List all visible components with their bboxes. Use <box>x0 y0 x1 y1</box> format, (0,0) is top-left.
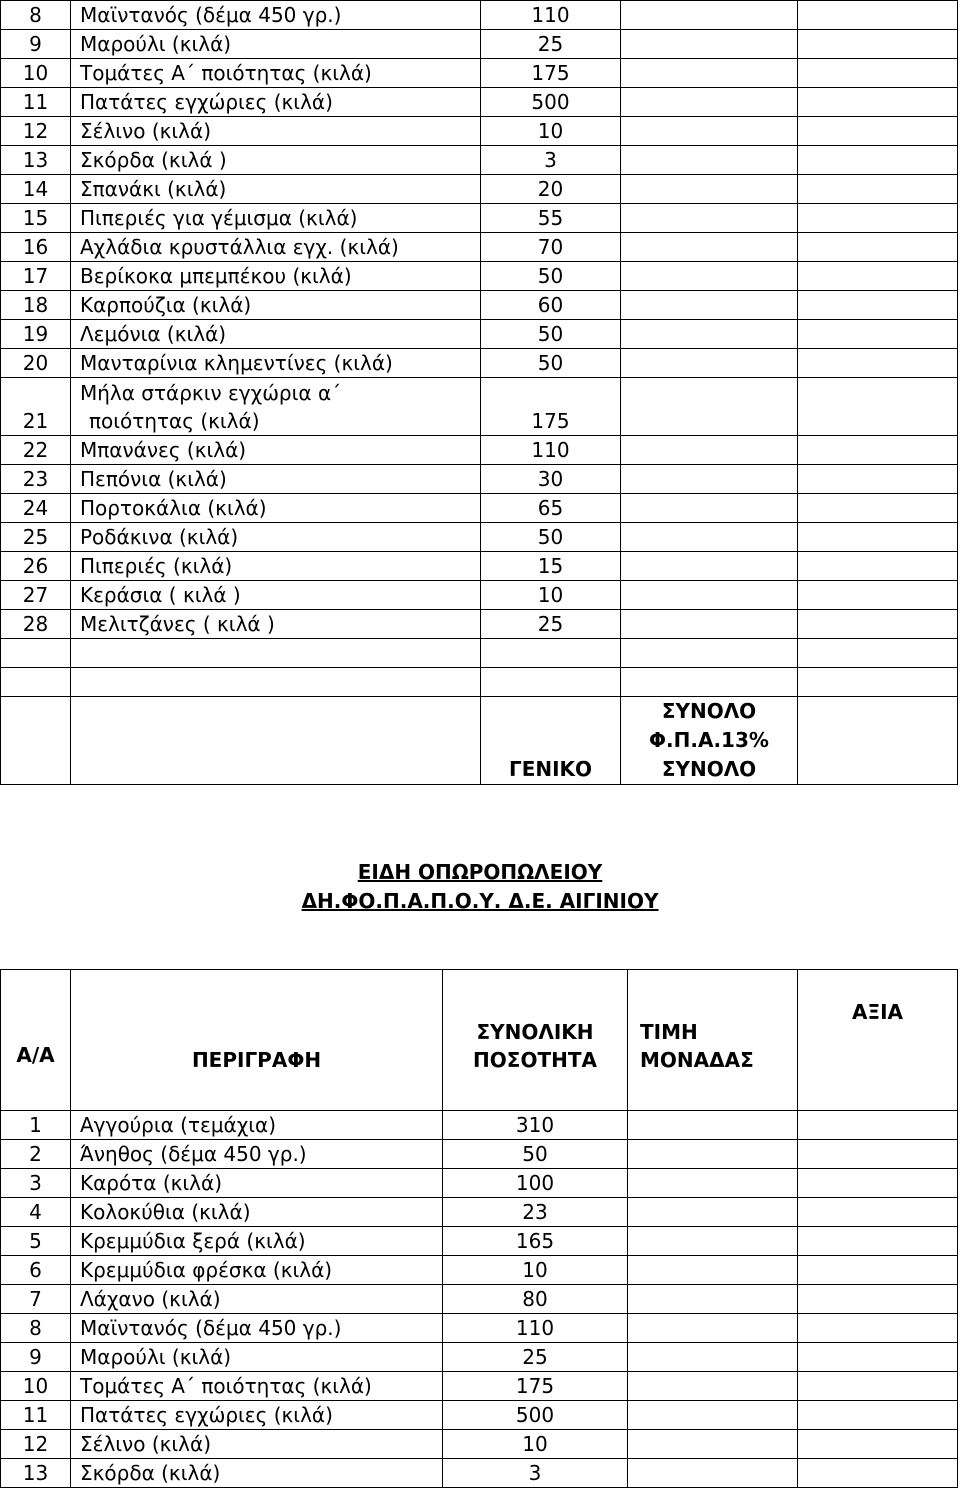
row-number: 12 <box>1 117 71 146</box>
row-number: 17 <box>1 262 71 291</box>
row-number: 13 <box>1 1459 71 1488</box>
table-row <box>1 349 958 378</box>
row-unit-price <box>621 59 798 88</box>
table-row <box>1 378 958 436</box>
row-number: 21 <box>1 378 71 436</box>
row-description-line2: ποιότητας (κιλά) <box>89 409 260 433</box>
header-quantity <box>443 970 628 1111</box>
row-quantity: 25 <box>443 1343 628 1372</box>
row-number: 20 <box>1 349 71 378</box>
row-value <box>798 30 958 59</box>
row-number: 11 <box>1 88 71 117</box>
row-quantity: 110 <box>443 1314 628 1343</box>
row-quantity: 50 <box>481 262 621 291</box>
row-value <box>798 1227 958 1256</box>
row-unit-price <box>621 494 798 523</box>
row-description: Μαρούλι (κιλά) <box>71 30 481 59</box>
table-row <box>1 581 958 610</box>
row-unit-price <box>621 175 798 204</box>
section-title-line1: ΕΙΔΗ ΟΠΩΡΟΠΩΛΕΙΟΥ <box>357 860 603 884</box>
sum-label: ΣΥΝΟΛΟ <box>661 699 757 723</box>
row-number: 10 <box>1 59 71 88</box>
table-row <box>1 1140 958 1169</box>
general-total-label: ΓΕΝΙΚΟ <box>508 757 593 781</box>
row-description: Αχλάδια κρυστάλλια εγχ. (κιλά) <box>71 233 481 262</box>
row-quantity: 175 <box>481 59 621 88</box>
header-description: ΠΕΡΙΓΡΑΦΗ <box>71 970 443 1111</box>
row-unit-price <box>628 1459 798 1488</box>
row-description: Λεμόνια (κιλά) <box>71 320 481 349</box>
row-quantity: 30 <box>481 465 621 494</box>
row-value <box>798 581 958 610</box>
row-value <box>798 291 958 320</box>
table-row <box>1 1372 958 1401</box>
table-row <box>1 1459 958 1488</box>
table-row <box>1 88 958 117</box>
table-row <box>1 1111 958 1140</box>
row-value <box>798 233 958 262</box>
row-description: Μαρούλι (κιλά) <box>71 1343 443 1372</box>
row-quantity: 50 <box>481 349 621 378</box>
table-row <box>1 175 958 204</box>
row-number: 1 <box>1 1111 71 1140</box>
table-row <box>1 1169 958 1198</box>
row-description: Μπανάνες (κιλά) <box>71 436 481 465</box>
row-value <box>798 1285 958 1314</box>
row-number: 11 <box>1 1401 71 1430</box>
row-value <box>798 465 958 494</box>
row-quantity: 80 <box>443 1285 628 1314</box>
row-value <box>798 378 958 436</box>
header-quantity-line2: ΠΟΣΟΤΗΤΑ <box>473 1048 597 1072</box>
row-quantity: 10 <box>481 581 621 610</box>
row-number: 15 <box>1 204 71 233</box>
row-number: 8 <box>1 1 71 30</box>
row-value <box>798 523 958 552</box>
row-value <box>798 1140 958 1169</box>
row-quantity: 175 <box>481 378 621 436</box>
row-description: Πιπεριές (κιλά) <box>71 552 481 581</box>
row-unit-price <box>628 1111 798 1140</box>
row-value <box>798 1169 958 1198</box>
row-quantity: 20 <box>481 175 621 204</box>
row-number: 24 <box>1 494 71 523</box>
row-value <box>798 146 958 175</box>
row-unit-price <box>628 1372 798 1401</box>
row-number: 26 <box>1 552 71 581</box>
header-num: Α/Α <box>1 970 71 1111</box>
row-unit-price <box>621 349 798 378</box>
row-unit-price <box>621 30 798 59</box>
table-row <box>1 552 958 581</box>
row-unit-price <box>628 1256 798 1285</box>
row-quantity: 500 <box>443 1401 628 1430</box>
row-number: 28 <box>1 610 71 639</box>
row-number: 9 <box>1 1343 71 1372</box>
row-description: Μελιτζάνες ( κιλά ) <box>71 610 481 639</box>
row-value <box>798 494 958 523</box>
row-value <box>798 1111 958 1140</box>
row-unit-price <box>621 291 798 320</box>
table-row <box>1 494 958 523</box>
row-number: 19 <box>1 320 71 349</box>
table-row <box>1 1430 958 1459</box>
row-quantity: 310 <box>443 1111 628 1140</box>
row-quantity: 110 <box>481 1 621 30</box>
row-description: Κρεμμύδια ξερά (κιλά) <box>71 1227 443 1256</box>
table-row <box>1 233 958 262</box>
table-row <box>1 30 958 59</box>
row-quantity: 3 <box>443 1459 628 1488</box>
row-unit-price <box>621 436 798 465</box>
row-quantity: 500 <box>481 88 621 117</box>
row-description: Καρότα (κιλά) <box>71 1169 443 1198</box>
row-unit-price <box>621 320 798 349</box>
row-quantity: 100 <box>443 1169 628 1198</box>
row-value <box>798 610 958 639</box>
row-description: Μαϊντανός (δέμα 450 γρ.) <box>71 1314 443 1343</box>
grand-total-label: ΣΥΝΟΛΟ <box>661 757 757 781</box>
row-number: 8 <box>1 1314 71 1343</box>
row-unit-price <box>628 1430 798 1459</box>
row-description: Λάχανο (κιλά) <box>71 1285 443 1314</box>
table-row <box>1 1401 958 1430</box>
row-number: 2 <box>1 1140 71 1169</box>
table-row <box>1 117 958 146</box>
row-description: Κολοκύθια (κιλά) <box>71 1198 443 1227</box>
row-unit-price <box>621 262 798 291</box>
row-value <box>798 117 958 146</box>
row-unit-price <box>628 1169 798 1198</box>
row-unit-price <box>628 1198 798 1227</box>
row-number: 3 <box>1 1169 71 1198</box>
row-quantity: 60 <box>481 291 621 320</box>
table-row <box>1 320 958 349</box>
row-description: Τομάτες Α΄ ποιότητας (κιλά) <box>71 59 481 88</box>
row-quantity: 15 <box>481 552 621 581</box>
row-unit-price <box>621 233 798 262</box>
header-unit-price-line1: ΤΙΜΗ <box>640 1020 698 1044</box>
row-description: Μαϊντανός (δέμα 450 γρ.) <box>71 1 481 30</box>
row-description: Πατάτες εγχώριες (κιλά) <box>71 1401 443 1430</box>
row-description <box>71 378 481 436</box>
row-description: Σκόρδα (κιλά ) <box>71 146 481 175</box>
row-value <box>798 320 958 349</box>
table-row <box>1 610 958 639</box>
table-row <box>1 291 958 320</box>
row-unit-price <box>628 1227 798 1256</box>
row-number: 23 <box>1 465 71 494</box>
row-quantity: 10 <box>443 1256 628 1285</box>
section-title-line2: ΔΗ.ΦΟ.Π.Α.Π.Ο.Υ. Δ.Ε. ΑΙΓΙΝΙΟΥ <box>301 889 659 913</box>
row-quantity: 55 <box>481 204 621 233</box>
row-unit-price <box>628 1314 798 1343</box>
row-value <box>798 1459 958 1488</box>
row-quantity: 70 <box>481 233 621 262</box>
row-value <box>798 59 958 88</box>
row-number: 27 <box>1 581 71 610</box>
table-row <box>1 1 958 30</box>
row-number: 25 <box>1 523 71 552</box>
row-quantity: 25 <box>481 610 621 639</box>
row-unit-price <box>621 146 798 175</box>
row-number: 18 <box>1 291 71 320</box>
row-description: Κεράσια ( κιλά ) <box>71 581 481 610</box>
row-number: 16 <box>1 233 71 262</box>
table-row <box>1 1198 958 1227</box>
table-row <box>1 1314 958 1343</box>
table-row <box>1 465 958 494</box>
header-quantity-line1: ΣΥΝΟΛΙΚΗ <box>476 1020 594 1044</box>
row-number: 5 <box>1 1227 71 1256</box>
row-description: Αγγούρια (τεμάχια) <box>71 1111 443 1140</box>
header-unit-price <box>628 970 798 1111</box>
row-description: Σπανάκι (κιλά) <box>71 175 481 204</box>
row-number: 10 <box>1 1372 71 1401</box>
row-number: 13 <box>1 146 71 175</box>
row-description: Σκόρδα (κιλά) <box>71 1459 443 1488</box>
row-value <box>798 436 958 465</box>
row-quantity: 23 <box>443 1198 628 1227</box>
row-quantity: 165 <box>443 1227 628 1256</box>
row-quantity: 50 <box>481 320 621 349</box>
row-number: 14 <box>1 175 71 204</box>
row-value <box>798 204 958 233</box>
top-table-totals <box>1 639 958 785</box>
table-row <box>1 1343 958 1372</box>
row-number: 22 <box>1 436 71 465</box>
row-description: Κρεμμύδια φρέσκα (κιλά) <box>71 1256 443 1285</box>
row-quantity: 110 <box>481 436 621 465</box>
table-row <box>1 146 958 175</box>
row-description: Σέλινο (κιλά) <box>71 1430 443 1459</box>
row-description: Σέλινο (κιλά) <box>71 117 481 146</box>
bottom-table-body <box>1 1111 958 1488</box>
table-row <box>1 1227 958 1256</box>
row-description-line1: Μήλα στάρκιν εγχώρια α΄ <box>80 381 342 405</box>
table-row <box>1 262 958 291</box>
header-value: ΑΞΙΑ <box>798 970 958 1111</box>
row-unit-price <box>628 1401 798 1430</box>
row-unit-price <box>628 1140 798 1169</box>
table-row <box>1 436 958 465</box>
row-unit-price <box>621 523 798 552</box>
header-unit-price-line2: ΜΟΝΑΔΑΣ <box>640 1048 754 1072</box>
row-quantity: 175 <box>443 1372 628 1401</box>
row-number: 12 <box>1 1430 71 1459</box>
row-quantity: 10 <box>481 117 621 146</box>
row-description: Πιπεριές για γέμισμα (κιλά) <box>71 204 481 233</box>
row-number: 7 <box>1 1285 71 1314</box>
vat-label: Φ.Π.Α.13% <box>649 728 769 752</box>
row-value <box>798 1256 958 1285</box>
row-quantity: 10 <box>443 1430 628 1459</box>
row-number: 4 <box>1 1198 71 1227</box>
row-unit-price <box>621 465 798 494</box>
row-unit-price <box>621 204 798 233</box>
row-number: 6 <box>1 1256 71 1285</box>
row-description: Καρπούζια (κιλά) <box>71 291 481 320</box>
row-unit-price <box>621 117 798 146</box>
row-unit-price <box>621 1 798 30</box>
row-value <box>798 1372 958 1401</box>
row-description: Μανταρίνια κλημεντίνες (κιλά) <box>71 349 481 378</box>
bottom-price-table <box>0 969 958 1488</box>
row-unit-price <box>628 1343 798 1372</box>
table-row <box>1 204 958 233</box>
table-row <box>1 1256 958 1285</box>
row-unit-price <box>628 1285 798 1314</box>
row-description: Πορτοκάλια (κιλά) <box>71 494 481 523</box>
row-value <box>798 1198 958 1227</box>
table-row <box>1 1285 958 1314</box>
row-unit-price <box>621 88 798 117</box>
row-unit-price <box>621 552 798 581</box>
row-quantity: 25 <box>481 30 621 59</box>
row-quantity: 3 <box>481 146 621 175</box>
row-value <box>798 175 958 204</box>
table-row <box>1 59 958 88</box>
row-value <box>798 1314 958 1343</box>
row-description: Ροδάκινα (κιλά) <box>71 523 481 552</box>
row-unit-price <box>621 610 798 639</box>
row-unit-price <box>621 581 798 610</box>
row-description: Πεπόνια (κιλά) <box>71 465 481 494</box>
row-value <box>798 262 958 291</box>
row-quantity: 65 <box>481 494 621 523</box>
row-description: Πατάτες εγχώριες (κιλά) <box>71 88 481 117</box>
row-value <box>798 1401 958 1430</box>
row-unit-price <box>621 378 798 436</box>
row-value <box>798 1430 958 1459</box>
table-row <box>1 523 958 552</box>
row-quantity: 50 <box>443 1140 628 1169</box>
row-value <box>798 552 958 581</box>
row-value <box>798 1 958 30</box>
row-description: Βερίκοκα μπεμπέκου (κιλά) <box>71 262 481 291</box>
row-description: Τομάτες Α΄ ποιότητας (κιλά) <box>71 1372 443 1401</box>
row-value <box>798 88 958 117</box>
row-value <box>798 1343 958 1372</box>
row-number: 9 <box>1 30 71 59</box>
bottom-table-header <box>1 970 958 1111</box>
top-table-body <box>1 1 958 639</box>
row-value <box>798 349 958 378</box>
row-description: Άνηθος (δέμα 450 γρ.) <box>71 1140 443 1169</box>
row-quantity: 50 <box>481 523 621 552</box>
